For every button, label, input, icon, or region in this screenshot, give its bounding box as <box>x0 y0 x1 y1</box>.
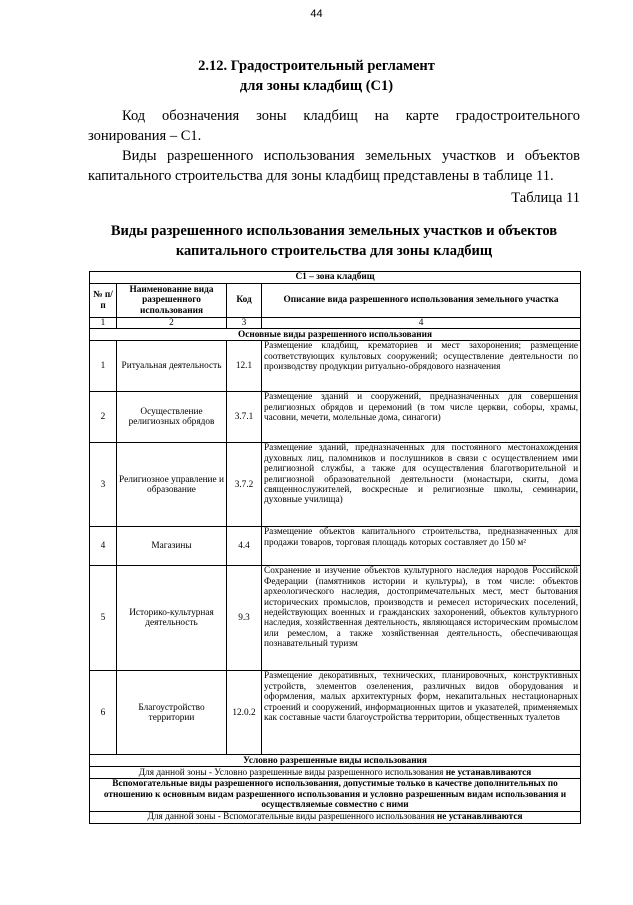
section-heading <box>0 56 633 96</box>
row-use-name: Историко-культурная деятельность <box>117 566 227 671</box>
column-header-num: № п/п <box>90 284 117 318</box>
row-description: Размещение декоративных, технических, планировочных, конструктивных устройств, элементов озеленения, различных видов оборудования и оформления, малых архитектурных форм, некапитальных нестационарных строений и сооружений, информационных щитов и указателей, применяемых как составные части благоустройства территории, общественных туалетов <box>262 671 581 755</box>
section-auxiliary-label: Вспомогательные виды разрешенного использования, допустимые только в качестве дополнительных по отношению к основным видам разрешенного использования и условно разрешенным видам использования и осуществляемые совместно с ними <box>90 779 581 811</box>
conditional-note-bold: не устанавливаются <box>445 767 532 778</box>
table-caption: Таблица 11 <box>511 190 580 206</box>
auxiliary-note <box>90 811 581 823</box>
column-number: 3 <box>227 318 262 329</box>
auxiliary-note-row <box>90 811 581 823</box>
column-number: 1 <box>90 318 117 329</box>
table-row <box>90 527 581 566</box>
table-row <box>90 566 581 671</box>
row-description: Размещение объектов капитального строительства, предназначенных для продажи товаров, торговая площадь которых составляет до 150 м² <box>262 527 581 566</box>
section-heading-line2: для зоны кладбищ (С1) <box>239 78 394 94</box>
row-code: 3.7.2 <box>227 443 262 527</box>
table-title-line1: Виды разрешенного использования земельных участков и объектов <box>110 223 558 239</box>
auxiliary-note-bold: не устанавливаются <box>436 811 523 822</box>
section-conditional-label: Условно разрешенные виды использования <box>90 755 581 767</box>
row-number: 1 <box>90 341 117 392</box>
section-row-conditional <box>90 755 581 767</box>
column-number-row <box>90 318 581 329</box>
table-row <box>90 443 581 527</box>
table-row <box>90 341 581 392</box>
table-row <box>90 671 581 755</box>
row-number: 2 <box>90 392 117 443</box>
table-row <box>90 392 581 443</box>
paragraph-table-reference: Виды разрешенного использования земельных участков и объектов капитального строительства для зоны кладбищ представлены в таблице 11. <box>88 148 580 184</box>
row-code: 12.1 <box>227 341 262 392</box>
row-code: 12.0.2 <box>227 671 262 755</box>
row-code: 4.4 <box>227 527 262 566</box>
zone-header-row <box>90 272 581 284</box>
row-description: Размещение зданий и сооружений, предназначенных для совершения религиозных обрядов и церемоний (в том числе церкви, соборы, храмы, часовни, мечети, молельные дома, синагоги) <box>262 392 581 443</box>
row-description: Размещение кладбищ, крематориев и мест захоронения; размещение соответствующих культовых сооружений; осуществление деятельности по производству продукции ритуально-обрядового назначения <box>262 341 581 392</box>
column-number: 4 <box>262 318 581 329</box>
table-title <box>88 221 580 261</box>
paragraph-zone-code: Код обозначения зоны кладбищ на карте градостроительного зонирования – С1. <box>88 108 580 144</box>
row-use-name: Магазины <box>117 527 227 566</box>
section-row-auxiliary <box>90 779 581 811</box>
column-header-desc: Описание вида разрешенного использования земельного участка <box>262 284 581 318</box>
zone-header-cell: С1 – зона кладбищ <box>90 272 581 284</box>
row-code: 3.7.1 <box>227 392 262 443</box>
column-number: 2 <box>117 318 227 329</box>
row-description: Размещение зданий, предназначенных для постоянного местонахождения духовных лиц, паломников и послушников в связи с осуществлением ими религиозной службы, а также для осуществления благотворительной и религиозной образовательной деятельности (монастыри, скиты, дома священнослужителей, воскресные и религиозные школы, семинарии, духовные училища) <box>262 443 581 527</box>
conditional-note-text: Для данной зоны - Условно разрешенные виды разрешенного использования <box>138 767 446 778</box>
row-number: 5 <box>90 566 117 671</box>
column-header-code: Код <box>227 284 262 318</box>
section-row-main <box>90 329 581 341</box>
column-header-name: Наименование вида разрешенного использования <box>117 284 227 318</box>
row-use-name: Осуществление религиозных обрядов <box>117 392 227 443</box>
table-title-line2: капитального строительства для зоны кладбищ <box>175 243 493 259</box>
row-number: 4 <box>90 527 117 566</box>
conditional-note <box>90 767 581 779</box>
row-number: 6 <box>90 671 117 755</box>
auxiliary-note-text: Для данной зоны - Вспомогательные виды разрешенного использования <box>147 811 437 822</box>
section-main-label: Основные виды разрешенного использования <box>90 329 581 341</box>
row-number: 3 <box>90 443 117 527</box>
land-use-table <box>89 271 581 824</box>
row-use-name: Религиозное управление и образование <box>117 443 227 527</box>
page-number: 44 <box>310 8 323 20</box>
row-use-name: Благоустройство территории <box>117 671 227 755</box>
column-header-row <box>90 284 581 318</box>
conditional-note-row <box>90 767 581 779</box>
row-use-name: Ритуальная деятельность <box>117 341 227 392</box>
row-code: 9.3 <box>227 566 262 671</box>
section-heading-line1: 2.12. Градостроительный регламент <box>198 58 435 74</box>
row-description: Сохранение и изучение объектов культурного наследия народов Российской Федерации (памятников истории и культуры), в том числе: объектов археологического наследия, достопримечательных мест, мест бытования исторических промыслов, производств и ремесел исторических поселений, недействующих военных и гражданских захоронений, объектов культурного наследия, хозяйственная деятельность, являющаяся историческим промыслом или ремеслом, а также хозяйственная деятельность, обеспечивающая познавательный туризм <box>262 566 581 671</box>
